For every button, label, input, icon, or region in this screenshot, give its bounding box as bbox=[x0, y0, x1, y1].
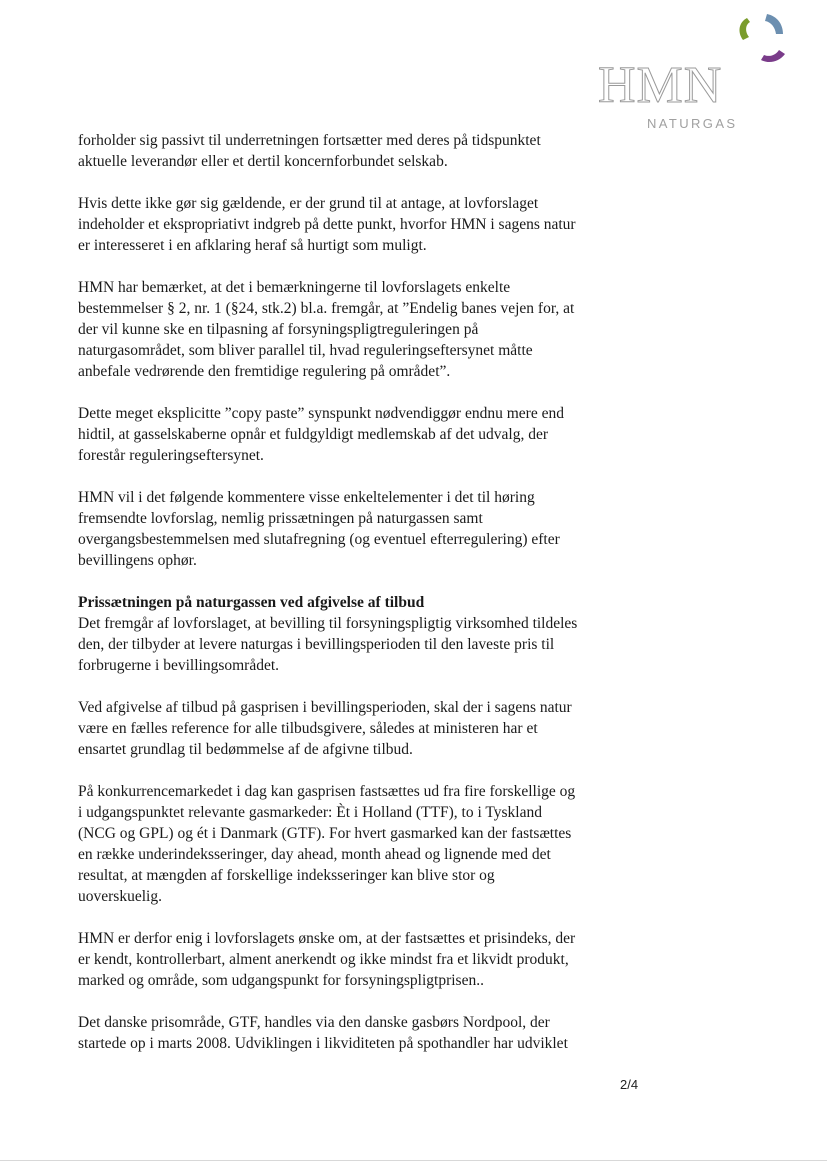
section-heading: Prissætningen på naturgassen ved afgivelse af tilbud bbox=[78, 594, 425, 611]
logo-mark-icon bbox=[723, 10, 793, 80]
page-number: 2/4 bbox=[620, 1077, 639, 1092]
section-block bbox=[78, 592, 578, 676]
body-paragraph: HMN er derfor enig i lovforslagets ønske om, at der fastsættes et prisindeks, der er kendt, kontrollerbart, alment anerkendt og ikke mindst fra et likvidt produkt, marked og område, som udgangspunkt for forsyningspligtprisen.. bbox=[78, 930, 576, 989]
body-paragraph: Det danske prisområde, GTF, handles via den danske gasbørs Nordpool, der startede op i marts 2008. Udviklingen i likviditeten på spothandler har udviklet bbox=[78, 1014, 568, 1052]
body-paragraph: HMN vil i det følgende kommentere visse enkeltelementer i det til høring fremsendte lovforslag, nemlig prissætningen på naturgassen samt overgangsbestemmelsen med slutafregning (og eventuel efterregulering) efter bevillingens ophør. bbox=[78, 489, 560, 569]
letter-body bbox=[78, 130, 578, 1075]
body-paragraph: Ved afgivelse af tilbud på gasprisen i bevillingsperioden, skal der i sagens natur være en fælles reference for alle tilbudsgivere, således at ministeren har et ensartet grundlag til bedømmelse af de afgivne tilbud. bbox=[78, 699, 572, 758]
body-paragraph: Dette meget eksplicitte ”copy paste” synspunkt nødvendiggør endnu mere end hidtil, at gasselskaberne opnår et fuldgyldigt medlemskab af det udvalg, der forestår reguleringseftersynet. bbox=[78, 405, 564, 464]
hmn-naturgas-logo bbox=[595, 10, 815, 135]
body-paragraph: Hvis dette ikke gør sig gældende, er der grund til at antage, at lovforslaget indeholder et ekspropriativt indgreb på dette punkt, hvorfor HMN i sagens natur er interesseret i en afklaring heraf så hurtigt som muligt. bbox=[78, 195, 576, 254]
bottom-divider bbox=[0, 1160, 827, 1161]
section-first-paragraph: Det fremgår af lovforslaget, at bevilling til forsyningspligtig virksomhed tildeles den, der tilbyder at levere naturgas i bevillingsperioden til den laveste pris til forbrugerne i bevillingsområdet. bbox=[78, 615, 578, 674]
logo-subtitle: NATURGAS bbox=[647, 116, 738, 131]
body-paragraph: forholder sig passivt til underretningen fortsætter med deres på tidspunktet aktuelle leverandør eller et dertil koncernforbundet selskab. bbox=[78, 132, 541, 170]
logo-wordmark: HMN bbox=[598, 57, 723, 114]
body-paragraph: HMN har bemærket, at det i bemærkningerne til lovforslagets enkelte bestemmelser § 2, nr. 1 (§24, stk.2) bl.a. fremgår, at ”Endelig banes vejen for, at der vil kunne ske en tilpasning af forsyningspligtreguleringen på naturgasområdet, som bliver parallel til, hvad reguleringseftersynet måtte anbefale vedrørende den fremtidige regulering på området”. bbox=[78, 279, 575, 380]
body-paragraph: På konkurrencemarkedet i dag kan gasprisen fastsættes ud fra fire forskellige og i udgangspunktet relevante gasmarkeder: Èt i Holland (TTF), to i Tyskland (NCG og GPL) og ét i Danmark (GTF). For hvert gasmarked kan der fastsættes en række underindeksseringer, day ahead, month ahead og lignende med det resultat, at mængden af forskellige indeksseringer kan blive stor og uoverskuelig. bbox=[78, 783, 576, 905]
